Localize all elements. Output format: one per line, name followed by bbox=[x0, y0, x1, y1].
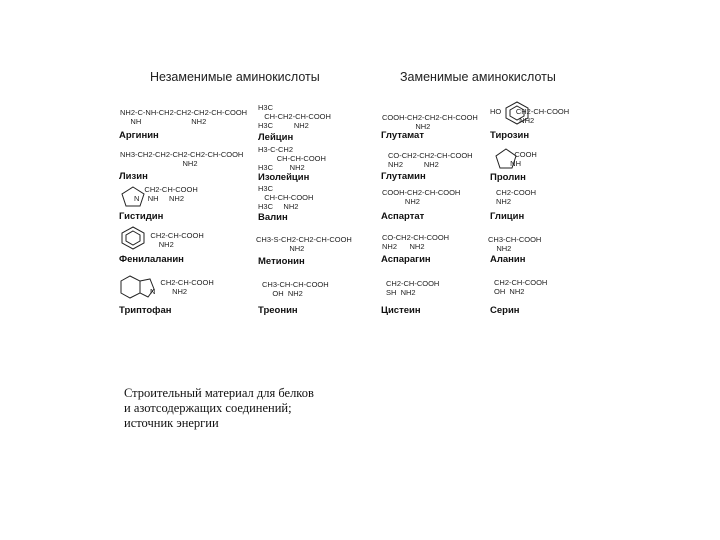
glutamine-formula: CO-CH2-CH2-CH-COOH NH2 NH2 bbox=[388, 151, 473, 169]
tyrosine-label: Тирозин bbox=[490, 130, 530, 141]
alanine-label: Аланин bbox=[490, 254, 526, 265]
proline-formula: COOH NH bbox=[506, 150, 537, 168]
isoleucine-formula: H3-C-CH2 CH-CH-COOH H3C NH2 bbox=[258, 145, 326, 172]
alanine-formula: CH3-CH-COOH NH2 bbox=[488, 235, 542, 253]
aspartate-formula: COOH-CH2-CH-COOH NH2 bbox=[382, 188, 461, 206]
threonine-formula: CH3-CH-CH-COOH OH NH2 bbox=[262, 280, 329, 298]
valine-label: Валин bbox=[258, 212, 288, 223]
leucine-formula: H3C CH-CH2-CH-COOH H3C NH2 bbox=[258, 103, 331, 130]
methionine-formula: CH3-S-CH2-CH2-CH-COOH NH2 bbox=[256, 235, 352, 253]
function-note bbox=[124, 386, 384, 431]
tyrosine-formula: HO CH2-CH-COOH NH2 bbox=[490, 107, 570, 125]
asparagine-formula: CO-CH2-CH-COOH NH2 NH2 bbox=[382, 233, 450, 251]
serine-label: Серин bbox=[490, 305, 520, 316]
serine-formula: CH2-CH-COOH OH NH2 bbox=[494, 278, 548, 296]
note-line: источник энергии bbox=[124, 416, 219, 430]
tryptophan-label: Триптофан bbox=[119, 305, 172, 316]
leucine-label: Лейцин bbox=[258, 132, 294, 143]
lysine-formula: NH3-CH2-CH2-CH2-CH2-CH-COOH NH2 bbox=[120, 150, 244, 168]
cysteine-formula: CH2-CH-COOH SH NH2 bbox=[386, 279, 440, 297]
arginine-formula: NH2-C-NH-CH2-CH2-CH2-CH-COOH NH NH2 bbox=[120, 108, 248, 126]
note-line: и азотсодержащих соединений; bbox=[124, 401, 292, 415]
threonine-label: Треонин bbox=[258, 305, 298, 316]
glycine-formula: CH2-COOH NH2 bbox=[496, 188, 537, 206]
asparagine-label: Аспарагин bbox=[381, 254, 431, 265]
nonessential-header: Заменимые аминокислоты bbox=[400, 70, 556, 84]
glycine-label: Глицин bbox=[490, 211, 525, 222]
glutamate-label: Глутамат bbox=[381, 130, 424, 141]
proline-label: Пролин bbox=[490, 172, 526, 183]
histidine-label: Гистидин bbox=[119, 211, 164, 222]
isoleucine-label: Изолейцин bbox=[258, 172, 310, 183]
phenylalanine-label: Фенилаланин bbox=[119, 254, 184, 265]
glutamine-label: Глутамин bbox=[381, 171, 426, 182]
note-line: Строительный материал для белков bbox=[124, 386, 314, 400]
arginine-label: Аргинин bbox=[119, 130, 159, 141]
histidine-formula: CH2-CH-COOH N NH NH2 bbox=[134, 185, 198, 203]
valine-formula: H3C CH-CH-COOH H3C NH2 bbox=[258, 184, 314, 211]
phenylalanine-formula: CH2-CH-COOH NH2 bbox=[140, 231, 204, 249]
glutamate-formula: COOH-CH2-CH2-CH-COOH NH2 bbox=[382, 113, 478, 131]
cysteine-label: Цистеин bbox=[381, 305, 421, 316]
lysine-label: Лизин bbox=[119, 171, 148, 182]
aspartate-label: Аспартат bbox=[381, 211, 425, 222]
essential-header: Незаменимые аминокислоты bbox=[150, 70, 320, 84]
methionine-label: Метионин bbox=[258, 256, 305, 267]
tryptophan-formula: CH2-CH-COOH N NH2 bbox=[150, 278, 214, 296]
